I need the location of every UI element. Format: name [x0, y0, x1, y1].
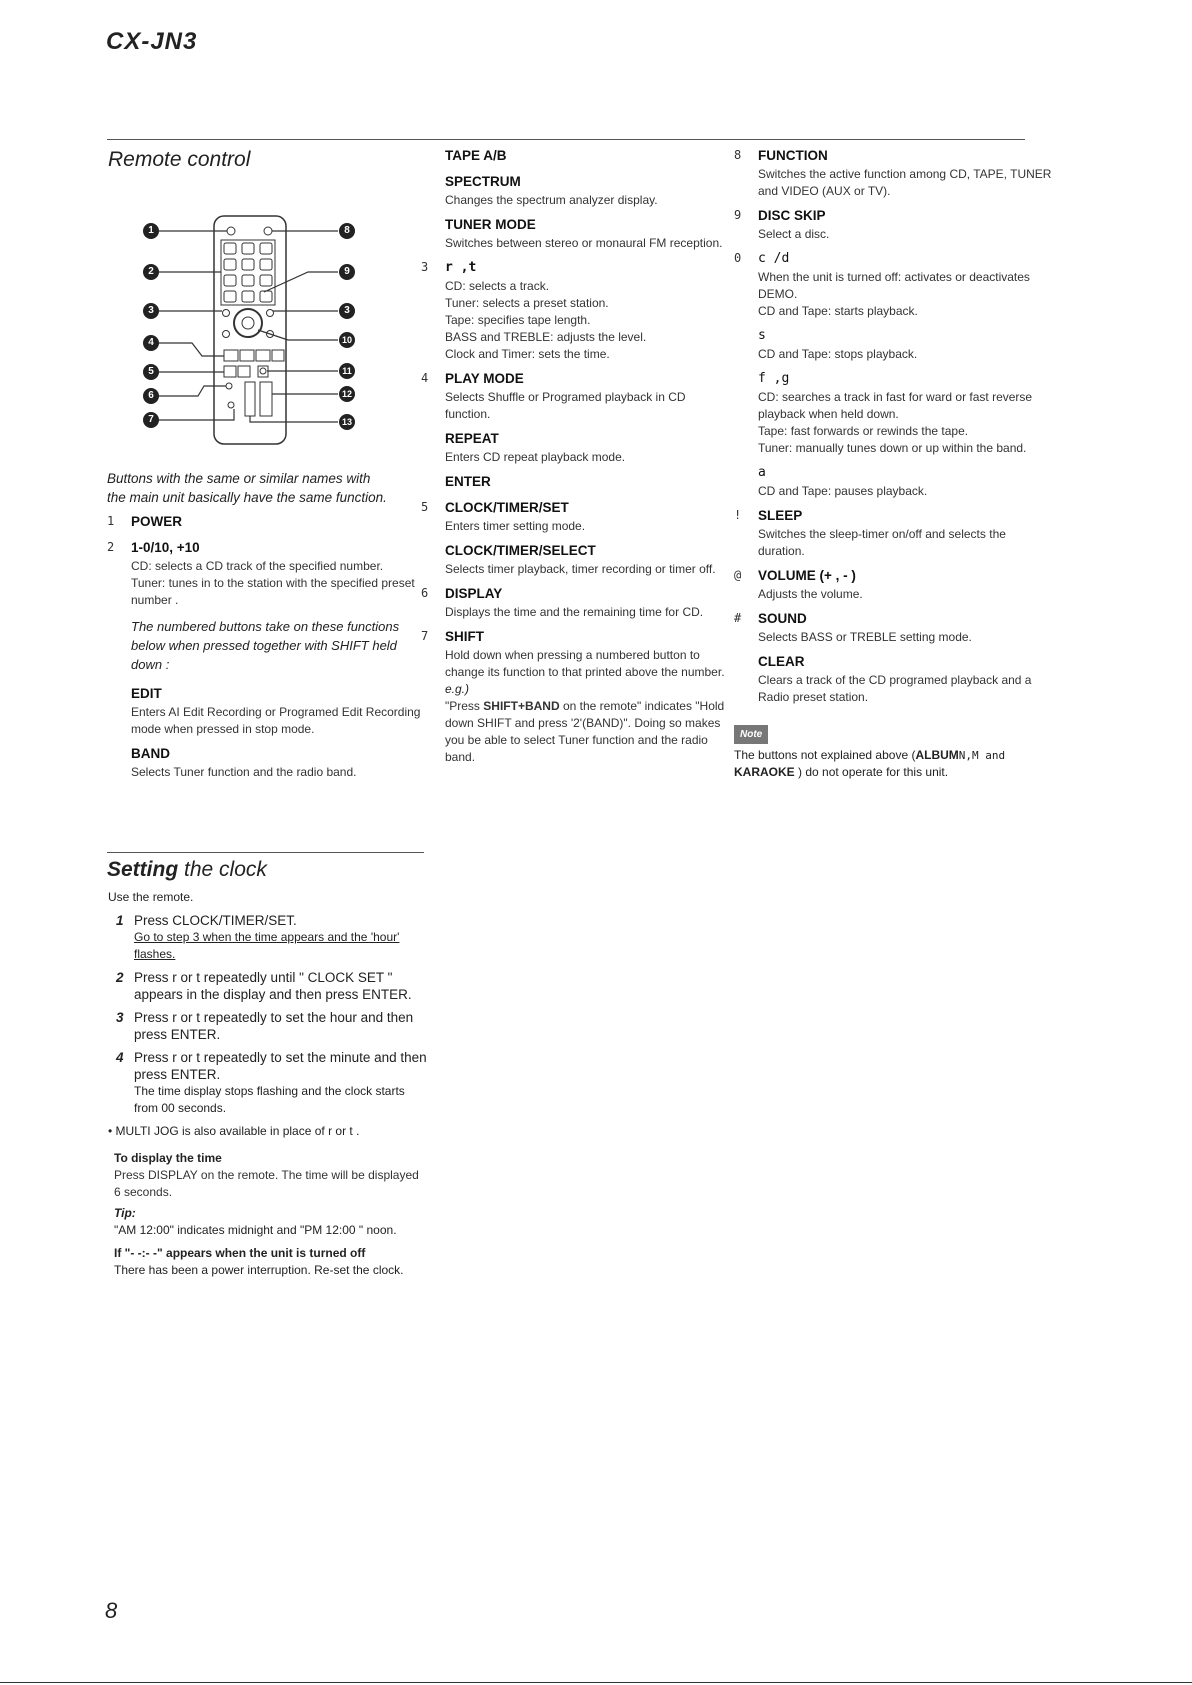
note-bold: ALBUM	[915, 748, 959, 762]
entry-number: 0	[734, 251, 742, 265]
entry-tuner-mode	[445, 215, 733, 252]
clock-intro: Use the remote.	[108, 890, 194, 904]
entry-description: Enters AI Edit Recording or Programed Edit Recording mode when pressed in stop mode.	[131, 705, 421, 736]
entry-number: 6	[421, 586, 429, 600]
entry-play-mode	[421, 369, 733, 423]
entry-enter	[445, 472, 733, 492]
entry-heading: BAND	[131, 746, 170, 761]
entry-heading: DISC SKIP	[758, 208, 826, 223]
column-1	[107, 512, 421, 787]
callout-badge: 7	[143, 412, 159, 428]
callout-badge: 8	[339, 223, 355, 239]
model-title: CX-JN3	[106, 28, 198, 55]
entry-tape-ab	[445, 146, 733, 166]
entry-heading: s	[758, 328, 766, 343]
callout-badge: 4	[143, 335, 159, 351]
display-heading: To display the time	[114, 1151, 222, 1165]
callout-badge: 13	[339, 414, 355, 430]
callout-badge: 5	[143, 364, 159, 380]
entry-number: @	[734, 568, 742, 582]
entry-description: CD and Tape: pauses playback.	[758, 484, 928, 498]
callout-badge: 9	[339, 264, 355, 280]
entry-description: Hold down when pressing a numbered button to change its function to that printed above the number.	[445, 648, 725, 679]
example-label: e.g.)	[445, 682, 470, 696]
entry-pause	[758, 463, 1053, 500]
entry-heading: SPECTRUM	[445, 174, 521, 189]
callout-badge: 3	[339, 303, 355, 319]
page-number: 8	[105, 1598, 118, 1623]
step-text: Press CLOCK/TIMER/SET.	[134, 913, 297, 928]
callout-badge: 2	[143, 264, 159, 280]
column-3	[734, 146, 1053, 712]
clock-tips	[108, 1150, 428, 1279]
entry-power	[107, 512, 421, 532]
entry-description: Enters CD repeat playback mode.	[445, 450, 626, 464]
entry-description: Enters timer setting mode.	[445, 519, 586, 533]
entry-heading: 1-0/10, +10	[131, 540, 200, 555]
note-bold: KARAOKE	[734, 765, 795, 779]
entry-shift	[421, 627, 733, 766]
callout-badge: 12	[339, 386, 355, 402]
entry-description: Selects Tuner function and the radio band.	[131, 765, 357, 779]
tip-text: "AM 12:00" indicates midnight and "PM 12:00 " noon.	[114, 1223, 397, 1237]
entry-description: Changes the spectrum analyzer display.	[445, 193, 658, 207]
tip-heading: Tip:	[114, 1206, 136, 1220]
step-subtext: Go to step 3 when the time appears and the 'hour' flashes.	[134, 930, 400, 961]
entry-stop	[758, 326, 1053, 363]
entry-function	[734, 146, 1053, 200]
shift-example	[445, 698, 733, 766]
entry-play	[734, 249, 1053, 320]
shift-note: The numbered buttons take on these functions below when pressed together with SHIFT held down :	[131, 619, 400, 672]
entry-band	[131, 744, 421, 781]
example-bold: SHIFT+BAND	[483, 699, 560, 713]
step-number: 1	[116, 913, 124, 928]
entry-description: Adjusts the volume.	[758, 587, 863, 601]
callout-badge: 11	[339, 363, 355, 379]
callout-badge: 1	[143, 223, 159, 239]
entry-description: CD: selects a CD track of the specified number. Tuner: tunes in to the station with the specified preset number .	[131, 559, 415, 607]
clock-step	[108, 912, 428, 963]
power-interruption-heading: If "- -:- -" appears when the unit is turned off	[114, 1246, 366, 1260]
remote-diagram	[138, 210, 378, 450]
entry-number: #	[734, 611, 742, 625]
clock-step	[108, 1049, 428, 1117]
entry-heading: VOLUME (+ , - )	[758, 568, 856, 583]
remote-button	[264, 227, 272, 235]
top-divider	[107, 139, 1025, 140]
entry-spectrum	[445, 172, 733, 209]
entry-heading: CLOCK/TIMER/SELECT	[445, 543, 596, 558]
step-text: Press r or t repeatedly until " CLOCK SET " appears in the display and then press ENTER.	[134, 970, 412, 1002]
entry-display	[421, 584, 733, 621]
entry-description: Select a disc.	[758, 227, 830, 241]
entry-heading: f ,g	[758, 371, 790, 386]
entry-heading: r ,t	[445, 260, 477, 275]
entry-heading: EDIT	[131, 686, 162, 701]
clock-content	[108, 889, 428, 1279]
entry-number: 1	[107, 514, 115, 528]
entry-heading: a	[758, 465, 766, 480]
entry-volume	[734, 566, 1053, 603]
entry-edit	[131, 684, 421, 738]
bottom-rule	[0, 1682, 1192, 1683]
entry-heading: FUNCTION	[758, 148, 828, 163]
clock-title	[107, 858, 267, 882]
note-block	[734, 725, 1034, 781]
entry-heading: POWER	[131, 514, 183, 529]
step-number: 3	[116, 1010, 124, 1025]
power-interruption-text: There has been a power interruption. Re-set the clock.	[114, 1263, 404, 1277]
entry-number: 4	[421, 371, 429, 385]
step-text: Press r or t repeatedly to set the minute and then press ENTER.	[134, 1050, 427, 1082]
entry-heading: TUNER MODE	[445, 217, 536, 232]
entry-heading: SLEEP	[758, 508, 803, 523]
entry-heading: TAPE A/B	[445, 148, 507, 163]
callout-badge: 6	[143, 388, 159, 404]
note-text-part: N,M and	[958, 749, 1006, 762]
multi-jog-note: • MULTI JOG is also available in place of r or t .	[108, 1124, 360, 1138]
entry-description: When the unit is turned off: activates or deactivates DEMO. CD and Tape: starts playback.	[758, 270, 1030, 318]
entry-description: Clears a track of the CD programed playback and a Radio preset station.	[758, 673, 1032, 704]
entry-description: Switches the sleep-timer on/off and selects the duration.	[758, 527, 1006, 558]
entry-numeric	[107, 538, 421, 609]
entry-heading: PLAY MODE	[445, 371, 524, 386]
entry-heading: CLOCK/TIMER/SET	[445, 500, 569, 515]
display-text: Press DISPLAY on the remote. The time will be displayed 6 seconds.	[114, 1168, 419, 1199]
entry-heading: REPEAT	[445, 431, 499, 446]
clock-title-bold: Setting	[107, 858, 179, 881]
clock-title-rest: the clock	[178, 858, 267, 881]
entry-clock-timer-set	[421, 498, 733, 535]
entry-number: 7	[421, 629, 429, 643]
note-text-part: The buttons not explained above (	[734, 748, 916, 762]
example-text: "Press	[445, 699, 484, 713]
entry-description: CD and Tape: stops playback.	[758, 347, 918, 361]
entry-disc-skip	[734, 206, 1053, 243]
clock-step	[108, 1009, 428, 1043]
entry-number: 2	[107, 540, 115, 554]
entry-description: Displays the time and the remaining time for CD.	[445, 605, 704, 619]
entry-heading: SHIFT	[445, 629, 484, 644]
entry-heading: ENTER	[445, 474, 491, 489]
note-text	[734, 747, 1034, 781]
entry-number: 9	[734, 208, 742, 222]
step-number: 2	[116, 970, 124, 985]
entry-heading: c /d	[758, 251, 790, 266]
entry-number: 8	[734, 148, 742, 162]
note-text-part: ) do not operate for this unit.	[794, 765, 949, 779]
remote-button	[227, 227, 235, 235]
callout-badge: 3	[143, 303, 159, 319]
step-text: Press r or t repeatedly to set the hour and then press ENTER.	[134, 1010, 414, 1042]
clock-divider	[107, 852, 424, 853]
clock-step	[108, 969, 428, 1003]
entry-clear	[758, 652, 1053, 706]
entry-clock-timer-select	[445, 541, 733, 578]
callout-badge: 10	[339, 332, 355, 348]
entry-description: Selects timer playback, timer recording or timer off.	[445, 562, 716, 576]
entry-repeat	[445, 429, 733, 466]
entry-heading: CLEAR	[758, 654, 805, 669]
entry-sound	[734, 609, 1053, 646]
entry-up-down	[421, 258, 733, 363]
column-2	[421, 146, 733, 772]
note-badge: Note	[734, 725, 768, 744]
entry-number: 3	[421, 260, 429, 274]
entry-heading: SOUND	[758, 611, 807, 626]
example-text: on the remote" indicates "Hold down SHIFT and press '2'(BAND)". Doing so makes you be able to select Tuner function and the radio band.	[445, 699, 725, 764]
entry-number: !	[734, 508, 742, 522]
remote-control-title: Remote control	[108, 148, 251, 171]
entry-search	[758, 369, 1053, 457]
entry-description: Selects Shuffle or Programed playback in CD function.	[445, 390, 686, 421]
entry-heading: DISPLAY	[445, 586, 503, 601]
remote-intro: Buttons with the same or similar names with the main unit basically have the same function.	[107, 471, 387, 505]
step-number: 4	[116, 1050, 124, 1065]
entry-number: 5	[421, 500, 429, 514]
entry-sleep	[734, 506, 1053, 560]
entry-description: CD: selects a track. Tuner: selects a preset station. Tape: specifies tape length. BASS and TREBLE: adjusts the level. Clock and Timer: sets the time.	[445, 279, 647, 361]
entry-description: Switches between stereo or monaural FM reception.	[445, 236, 723, 250]
entry-description: Switches the active function among CD, TAPE, TUNER and VIDEO (AUX or TV).	[758, 167, 1052, 198]
step-subtext: The time display stops flashing and the clock starts from 00 seconds.	[134, 1084, 405, 1115]
entry-description: CD: searches a track in fast for ward or fast reverse playback when held down. Tape: fast forwards or rewinds the tape. Tuner: manually tunes down or up within the band.	[758, 390, 1033, 455]
entry-description: Selects BASS or TREBLE setting mode.	[758, 630, 972, 644]
